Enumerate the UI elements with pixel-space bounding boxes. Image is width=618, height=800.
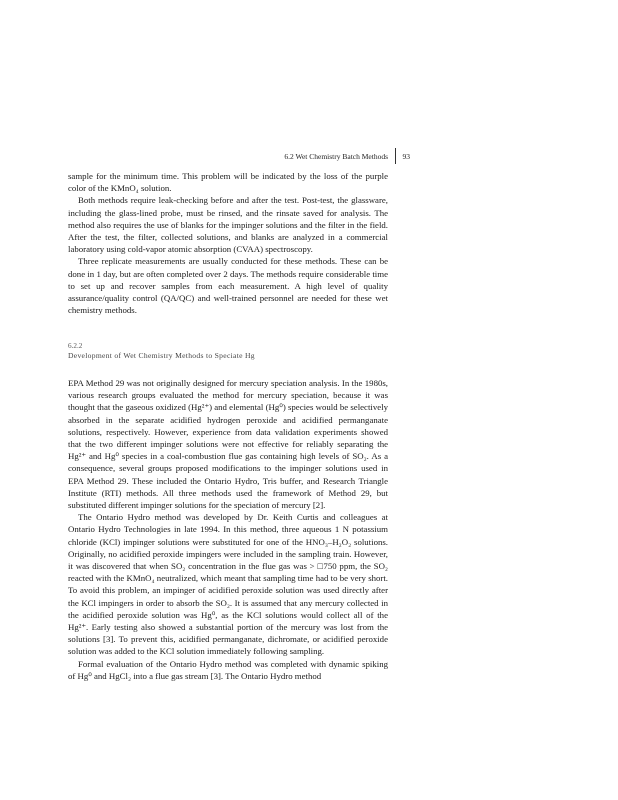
paragraph: sample for the minimum time. This problem will be indicated by the loss of the purple color of the KMnO₄ solution. xyxy=(68,171,388,194)
page-number: 93 xyxy=(402,152,410,161)
body-block-top xyxy=(68,170,388,316)
paragraph: Formal evaluation of the Ontario Hydro method was completed with dynamic spiking of Hg⁰ and HgCl₂ into a flue gas stream [3]. The Ontario Hydro method xyxy=(68,658,388,681)
running-header xyxy=(270,148,410,166)
running-title: 6.2 Wet Chemistry Batch Methods xyxy=(284,152,388,161)
section-number: 6.2.2 xyxy=(68,342,83,350)
section-title: Development of Wet Chemistry Methods to Speciate Hg xyxy=(68,351,255,360)
header-divider xyxy=(395,148,396,164)
paragraph: The Ontario Hydro method was developed by Dr. Keith Curtis and colleagues at Ontario Hydro Technologies in late 1994. In this method, three aqueous 1 N potassium chloride (KCl) impinger solutions were substituted for one of the HNO₃–H₂O₂ solutions. Originally, no acidified peroxide impingers were included in the sampling train. However, it was discovered that when SO₂ concentration in the flue gas was > □750 ppm, the SO₂ reacted with the KMnO₄ neutralized, which meant that sampling time had to be very short. To avoid this problem, an impinger of acidified peroxide solution was used directly after the KCl impingers in order to absorb the SO₂. It is assumed that any mercury collected in the acidified peroxide solution was Hg⁰, as the KCl solutions would collect all of the Hg²⁺. Early testing also showed a substantial portion of the mercury was lost from the solutions [3]. To prevent this, acidified permanganate, dichromate, or acidified peroxide solution was added to the KCl solution immediately following sampling. xyxy=(68,512,388,657)
body-block-bottom xyxy=(68,377,388,682)
section-heading xyxy=(68,341,388,361)
paragraph: Three replicate measurements are usually conducted for these methods. These can be done in 1 day, but are often completed over 2 days. The methods require considerable time to set up and recover samples from each measurement. A high level of quality assurance/quality control (QA/QC) and well-trained personnel are needed for these wet chemistry methods. xyxy=(68,256,388,316)
paragraph: Both methods require leak-checking before and after the test. Post-test, the glassware, including the glass-lined probe, must be rinsed, and the rinsate saved for analysis. The method also requires the use of blanks for the impinger solutions and the filter in the field. After the test, the filter, collected solutions, and blanks are analyzed in a commercial laboratory using cold-vapor atomic absorption (CVAA) spectroscopy. xyxy=(68,195,388,255)
paragraph: EPA Method 29 was not originally designed for mercury speciation analysis. In the 1980s, various research groups evaluated the method for mercury speciation, because it was thought that the gaseous oxidized (Hg²⁺) and elemental (Hg⁰) species would be selectively absorbed in the separate acidified hydrogen peroxide and acidified permanganate solutions, respectively. However, experience from data validation experiments showed that the two different impinger solutions were not effective for reliably separating the Hg²⁺ and Hg⁰ species in a coal-combustion flue gas containing high levels of SO₂. As a consequence, several groups proposed modifications to the impinger solutions used in EPA Method 29. These included the Ontario Hydro, Tris buffer, and Research Triangle Institute (RTI) methods. All three methods used the framework of Method 29, but substituted different impinger solutions for the speciation of mercury [2]. xyxy=(68,378,388,511)
